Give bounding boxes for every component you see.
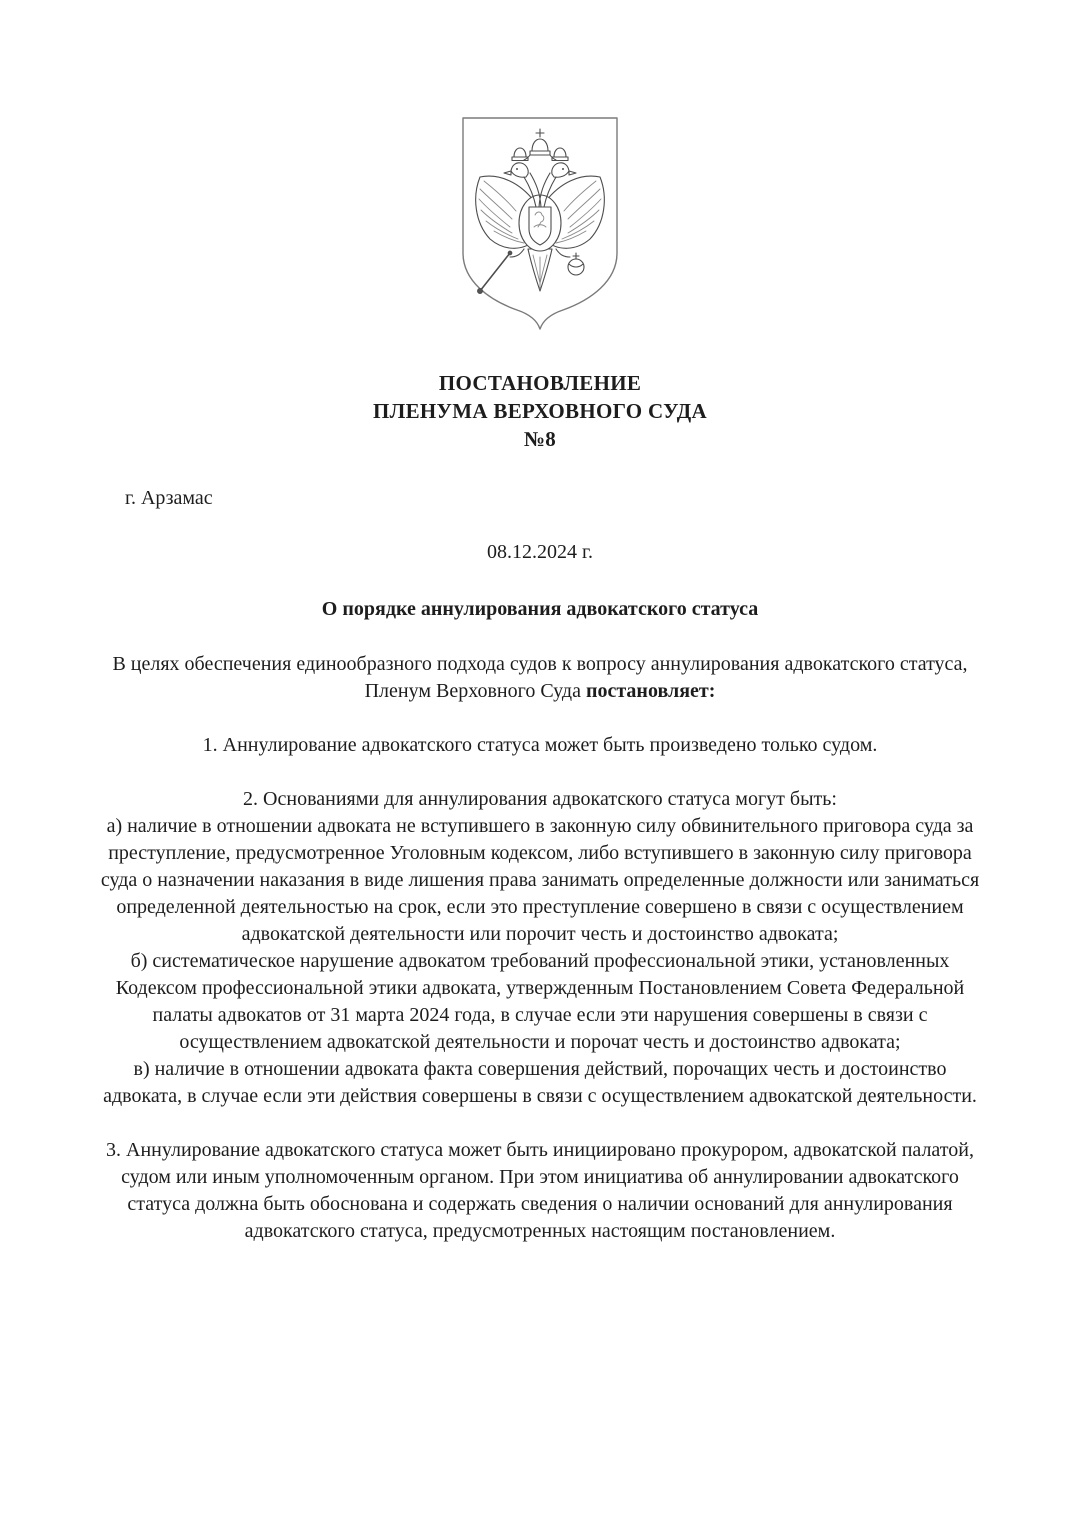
document-title [0, 369, 1080, 453]
title-line-number: №8 [523, 427, 557, 451]
place-line: г. Арзамас [125, 487, 213, 509]
paragraph-2: 2. Основаниями для аннулирования адвокатского статуса могут быть: [243, 788, 837, 810]
date-line: 08.12.2024 г. [487, 541, 593, 563]
document-body [0, 651, 1080, 1245]
paragraph-1: 1. Аннулирование адвокатского статуса может быть произведено только судом. [202, 734, 878, 756]
coat-of-arms-icon [450, 115, 630, 333]
paragraph-3: 3. Аннулирование адвокатского статуса может быть инициировано прокурором, адвокатской палатой, судом или иным уполномоченным органом. При этом инициатива об аннулировании адвокатского статуса должна быть обоснована и содержать сведения о наличии оснований для аннулирования адвокатского статуса, предусмотренных настоящим постановлением. [106, 1139, 974, 1242]
subparagraph-b: б) систематическое нарушение адвокатом требований профессиональной этики, установленных Кодексом профессиональной этики адвоката, утвержденным Постановлением Совета Федеральной палаты адвокатов от 31 марта 2024 года, в случае если эти нарушения совершены в связи с осуществлением адвокатской деятельности и порочат честь и достоинство адвоката; [115, 950, 965, 1053]
intro-text: В целях обеспечения единообразного подхода судов к вопросу аннулирования адвокатского статуса, Пленум Верховного Суда [112, 653, 968, 702]
title-line-plenum: ПЛЕНУМА ВЕРХОВНОГО СУДА [373, 399, 707, 423]
intro-bold-text: постановляет: [585, 680, 716, 702]
russian-coat-of-arms-emblem [450, 0, 630, 333]
subparagraph-a: а) наличие в отношении адвоката не вступившего в законную силу обвинительного приговора суда за преступление, предусмотренное Уголовным кодексом, либо вступившего в законную силу приговора суда о назначении наказания в виде лишения права занимать определенные должности или заниматься определенной деятельностью на срок, если это преступление совершено в связи с осуществлением адвокатской деятельности или порочит честь и достоинство адвоката; [100, 815, 980, 945]
subject-heading: О порядке аннулирования адвокатского статуса [321, 598, 759, 620]
title-line-resolution: ПОСТАНОВЛЕНИЕ [438, 371, 642, 395]
subparagraph-v: в) наличие в отношении адвоката факта совершения действий, порочащих честь и достоинство адвоката, в случае если эти действия совершены в связи с осуществлением адвокатской деятельности. [103, 1058, 977, 1107]
intro-paragraph [100, 651, 980, 705]
